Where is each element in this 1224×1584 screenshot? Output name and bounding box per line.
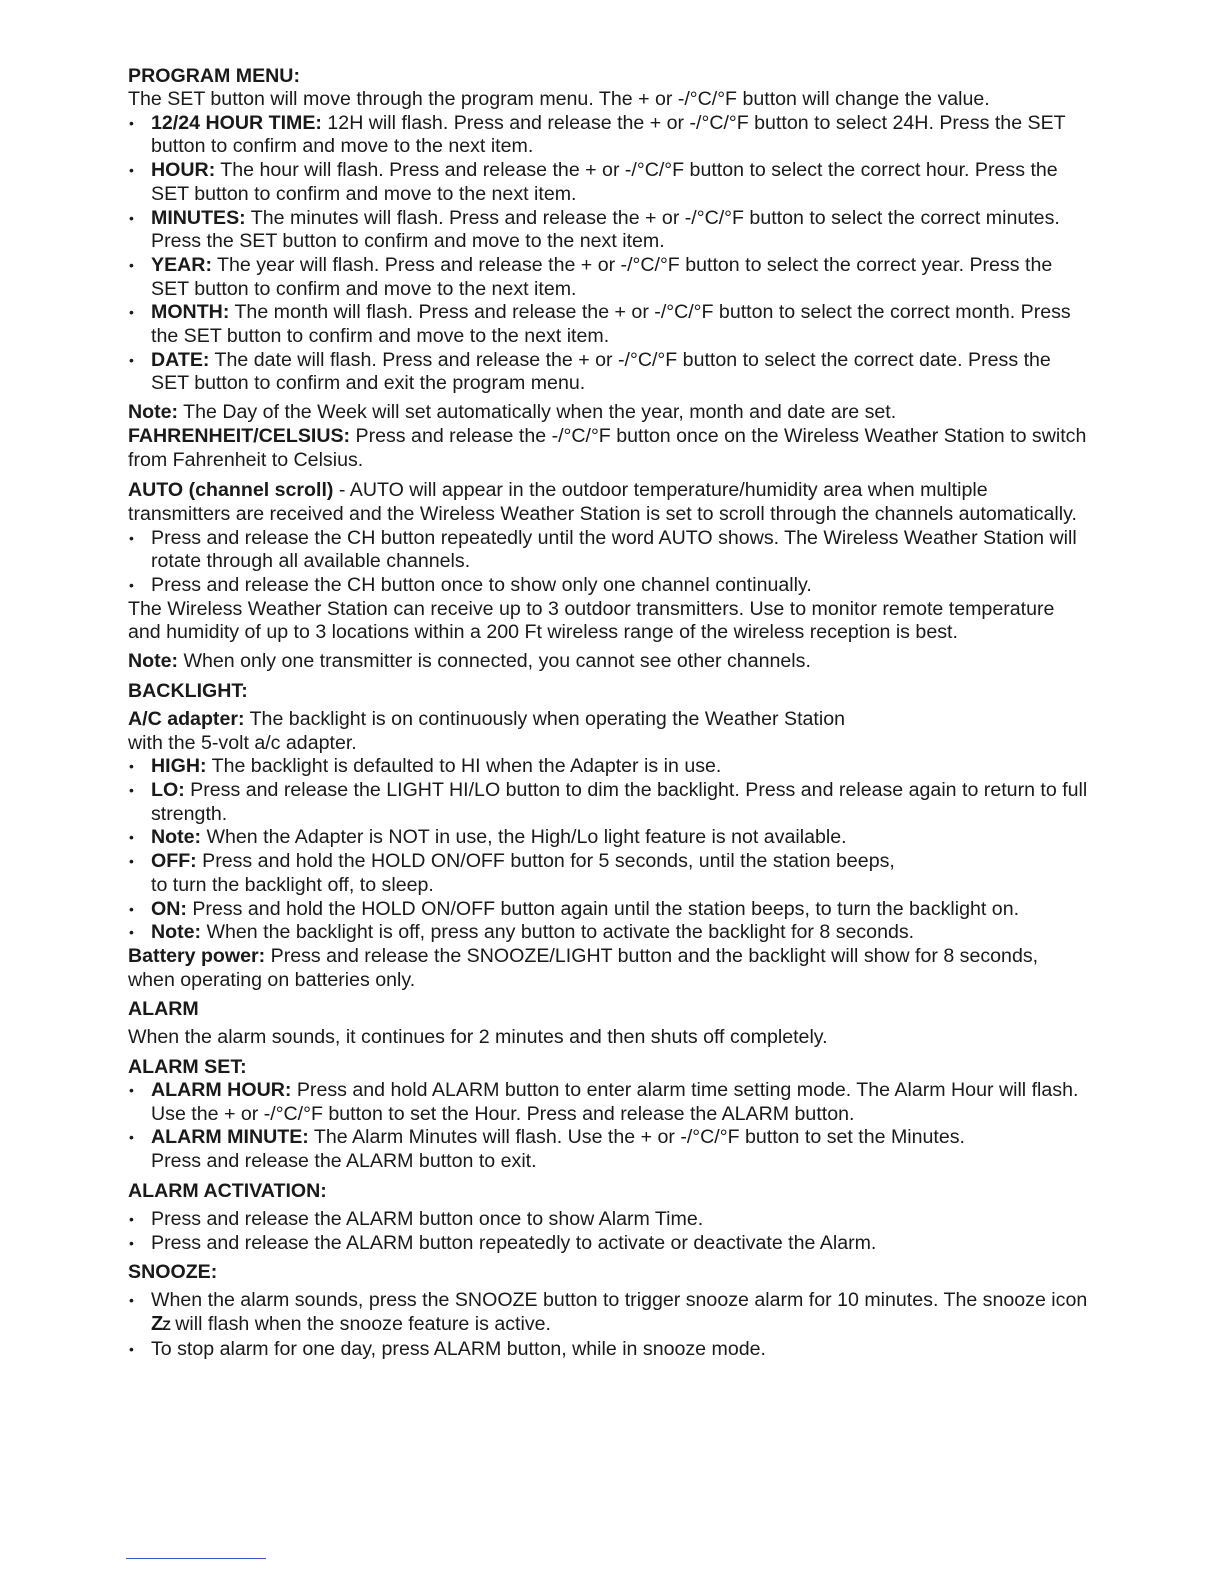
item-text: When the alarm sounds, press the SNOOZE button to trigger snooze alarm for 10 minutes. The snooze icon bbox=[151, 1289, 1088, 1312]
list-item bbox=[128, 1126, 1088, 1173]
item-text: to turn the backlight off, to sleep. bbox=[151, 873, 434, 896]
item-label: ALARM HOUR: bbox=[151, 1079, 292, 1102]
list-item: • To stop alarm for one day, press ALARM button, while in snooze mode. bbox=[128, 1338, 1088, 1362]
ac-label: A/C adapter: bbox=[128, 707, 245, 730]
auto-text: - AUTO will appear in the outdoor temperature/humidity area when multiple transmitters are received and the Wireless Weather Station is set to scroll through the channels automatically. bbox=[128, 479, 1077, 525]
snooze-list bbox=[128, 1289, 1088, 1361]
alarm-heading: ALARM bbox=[128, 998, 199, 1021]
list-item bbox=[128, 850, 1088, 897]
item-label: ON: bbox=[151, 897, 187, 920]
item-text: The date will flash. Press and release the + or -/°C/°F button to select the correct date. Press the SET button to confirm and exit the program menu. bbox=[151, 348, 1051, 395]
item-text: 12H will flash. Press and release the + or -/°C/°F button to select 24H. Press the SET button to confirm and move to the next item. bbox=[151, 111, 1066, 158]
program-menu-intro: The SET button will move through the program menu. The + or -/°C/°F button will change the value. bbox=[128, 88, 990, 110]
transmitters-paragraph: The Wireless Weather Station can receive up to 3 outdoor transmitters. Use to monitor remote temperature and humidity of up to 3 locations within a 200 Ft wireless range of the wireless reception is best. bbox=[128, 597, 1055, 644]
item-label: MINUTES: bbox=[151, 206, 246, 229]
alarm-set-heading: ALARM SET: bbox=[128, 1056, 247, 1079]
auto-list bbox=[128, 527, 1088, 598]
note-label: Note: bbox=[128, 650, 179, 673]
item-label: LO: bbox=[151, 778, 185, 801]
item-text: The Alarm Minutes will flash. Use the + or -/°C/°F button to set the Minutes. bbox=[308, 1126, 966, 1149]
item-text: When the Adapter is NOT in use, the High/Lo light feature is not available. bbox=[201, 826, 847, 849]
battery-label: Battery power: bbox=[128, 944, 266, 967]
item-label: YEAR: bbox=[151, 253, 212, 276]
fahrenheit-celsius-paragraph bbox=[128, 425, 1088, 472]
zz-big: Z bbox=[151, 1312, 163, 1335]
ac-text-1: The backlight is on continuously when operating the Weather Station bbox=[244, 707, 846, 730]
list-item bbox=[128, 254, 1088, 301]
battery-power-paragraph bbox=[128, 945, 1088, 992]
item-label: OFF: bbox=[151, 850, 197, 873]
list-item bbox=[128, 112, 1088, 159]
snooze-heading: SNOOZE: bbox=[128, 1261, 218, 1284]
item-label: Note: bbox=[151, 826, 202, 849]
footer-rule bbox=[126, 1558, 266, 1559]
backlight-list bbox=[128, 755, 1088, 945]
fc-label: FAHRENHEIT/CELSIUS: bbox=[128, 424, 351, 447]
item-label: MONTH: bbox=[151, 301, 230, 324]
list-item bbox=[128, 755, 1088, 779]
backlight-heading: BACKLIGHT: bbox=[128, 679, 248, 702]
auto-note bbox=[128, 650, 1088, 674]
note-text: The Day of the Week will set automatically when the year, month and date are set. bbox=[178, 401, 897, 424]
item-label: 12/24 HOUR TIME: bbox=[151, 111, 322, 134]
program-menu-list bbox=[128, 112, 1088, 396]
list-item bbox=[128, 349, 1088, 396]
list-item: • Press and release the CH button repeatedly until the word AUTO shows. The Wireless Weather Station will rotate through all available channels. bbox=[128, 527, 1088, 574]
program-menu-note bbox=[128, 401, 1088, 425]
alarm-set-list bbox=[128, 1079, 1088, 1174]
item-text: The hour will flash. Press and release the + or -/°C/°F button to select the correct hour. Press the SET button to confirm and move to the next item. bbox=[151, 159, 1058, 205]
manual-page bbox=[128, 64, 1088, 1361]
auto-paragraph bbox=[128, 479, 1088, 526]
auto-label: AUTO (channel scroll) bbox=[128, 479, 334, 502]
list-item: • Press and release the CH button once to show only one channel continually. bbox=[128, 574, 1088, 598]
item-text: Press and hold ALARM button to enter alarm time setting mode. The Alarm Hour will flash. Use the + or -/°C/°F button to set the Hour. Press and release the ALARM button. bbox=[151, 1079, 1079, 1125]
list-item bbox=[128, 921, 1088, 945]
snooze-zz-icon bbox=[151, 1313, 170, 1335]
item-text: The backlight is defaulted to HI when the Adapter is in use. bbox=[206, 755, 722, 778]
list-item: • Press and release the ALARM button once to show Alarm Time. bbox=[128, 1208, 1088, 1232]
list-item bbox=[128, 898, 1088, 922]
alarm-activation-list bbox=[128, 1208, 1088, 1255]
list-item bbox=[128, 301, 1088, 348]
list-item bbox=[128, 159, 1088, 206]
item-label: HIGH: bbox=[151, 755, 207, 778]
list-item bbox=[128, 207, 1088, 254]
list-item: • Press and release the ALARM button repeatedly to activate or deactivate the Alarm. bbox=[128, 1232, 1088, 1256]
battery-text: Press and release the SNOOZE/LIGHT button and the backlight will show for 8 seconds, when operating on batteries only. bbox=[128, 944, 1039, 991]
note-text: When only one transmitter is connected, you cannot see other channels. bbox=[178, 650, 811, 673]
ac-text-2: with the 5-volt a/c adapter. bbox=[128, 731, 357, 754]
item-text: The year will flash. Press and release the + or -/°C/°F button to select the correct year. Press the SET button to confirm and move to the next item. bbox=[151, 253, 1053, 300]
item-text: Press and release the ALARM button to exit. bbox=[151, 1150, 537, 1173]
item-text: Press and hold the HOLD ON/OFF button for 5 seconds, until the station beeps, bbox=[196, 850, 895, 873]
alarm-text: When the alarm sounds, it continues for 2 minutes and then shuts off completely. bbox=[128, 1026, 828, 1049]
ac-adapter-paragraph bbox=[128, 708, 1088, 755]
list-item bbox=[128, 1289, 1088, 1337]
alarm-activation-heading: ALARM ACTIVATION: bbox=[128, 1179, 327, 1202]
program-menu-heading: PROGRAM MENU: bbox=[128, 65, 300, 87]
zz-small: Z bbox=[162, 1316, 170, 1333]
item-label: Note: bbox=[151, 921, 202, 944]
list-item bbox=[128, 779, 1088, 826]
fc-text: Press and release the -/°C/°F button once on the Wireless Weather Station to switch from Fahrenheit to Celsius. bbox=[128, 424, 1087, 471]
item-text: When the backlight is off, press any button to activate the backlight for 8 seconds. bbox=[201, 921, 915, 944]
item-label: ALARM MINUTE: bbox=[151, 1126, 309, 1149]
list-item bbox=[128, 1079, 1088, 1126]
list-item bbox=[128, 826, 1088, 850]
item-text: Press and release the LIGHT HI/LO button to dim the backlight. Press and release again to return to full strength. bbox=[151, 778, 1088, 825]
item-text: The month will flash. Press and release the + or -/°C/°F button to select the correct month. Press the SET button to confirm and move to the next item. bbox=[151, 301, 1071, 348]
note-label: Note: bbox=[128, 401, 179, 424]
item-text: will flash when the snooze feature is active. bbox=[169, 1312, 551, 1335]
item-text: Press and hold the HOLD ON/OFF button again until the station beeps, to turn the backlight on. bbox=[186, 897, 1020, 920]
item-label: HOUR: bbox=[151, 159, 216, 182]
item-label: DATE: bbox=[151, 348, 210, 371]
item-text: The minutes will flash. Press and release the + or -/°C/°F button to select the correct minutes. Press the SET button to confirm and move to the next item. bbox=[151, 206, 1060, 253]
